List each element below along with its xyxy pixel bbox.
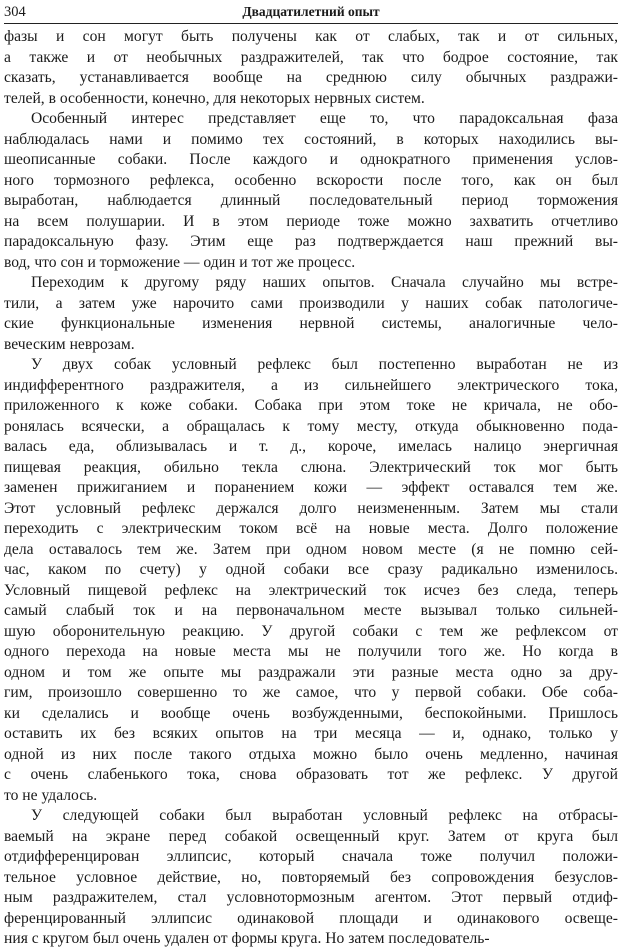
- text-line: ронялась всячески, а обращалась к тому месту, откуда обыкновенно пода-: [4, 417, 618, 435]
- text-line: ские функциональные изменения нервной системы, аналогичные чело-: [4, 315, 618, 332]
- text-line: ного тормозного рефлекса, особенно вскорости после того, как он был: [4, 171, 618, 189]
- text-line: индифферентного раздражителя, а из сильнейшего электрического тока,: [4, 376, 618, 394]
- text-line: фазы и сон могут быть получены как от слабых, так и от сильных,: [4, 28, 618, 45]
- text-line: сказать, устанавливается вообще на среднюю силу обычных раздражи-: [4, 69, 618, 86]
- text-line: одной из них после такого отдыха можно было очень медленно, начиная: [4, 745, 618, 763]
- text-line: одного перехода на новые места мы не получили того же. Но когда в: [4, 643, 618, 660]
- text-line: ным раздражителем, стал условнотормозным агентом. Этот первый отдиф-: [4, 889, 618, 906]
- text-line: валась еда, облизывалась и т. д., короче, имелась налицо энергичная: [4, 438, 618, 455]
- text-line: одном и том же опыте мы раздражали эти разные места одно за дру-: [4, 663, 618, 681]
- running-title: Двадцатилетний опыт: [242, 4, 380, 19]
- text-line: отдифференцирован эллипсис, который сначала тоже получил положи-: [4, 848, 618, 865]
- paragraph: [4, 355, 618, 806]
- text-line: переходить с электрическим током всё на новые места. Долго положение: [4, 520, 618, 537]
- text-line: пищевая реакция, обильно текла слюна. Электрический ток мог быть: [4, 458, 618, 476]
- text-line: У следующей собаки был выработан условный рефлекс на отбрасы-: [31, 807, 618, 824]
- text-line: У двух собак условный рефлекс был постепенно выработан не из: [31, 356, 618, 373]
- text-line: ки сделались и вообще очень возбужденными, беспокойными. Пришлось: [4, 704, 618, 722]
- text-line: шеописанные собаки. После каждого и однократного применения услов-: [4, 151, 618, 168]
- page-number: 304: [4, 4, 26, 20]
- text-line: наблюдалась нами и помимо тех состояний, в которых находились вы-: [4, 130, 618, 148]
- text-line: дела оставалось тем же. Затем при одном новом месте (я не помню сей-: [4, 540, 618, 558]
- text-line: Этот условный рефлекс держался долго неизмененным. Затем мы стали: [4, 499, 618, 517]
- text-line: шую оборонительную реакцию. У другой собаки с тем же рефлексом от: [4, 622, 618, 640]
- text-line: вод, что сон и торможение — один и тот же процесс.: [4, 253, 356, 271]
- body-text: [4, 27, 618, 950]
- text-line: на всем полушарии. И в этом периоде тоже можно захватить отчетливо: [4, 212, 618, 230]
- text-line: парадоксальную фазу. Этим еще раз подтверждается наш прежний вы-: [4, 233, 618, 250]
- paragraph: [4, 27, 618, 109]
- paragraph: [4, 273, 618, 355]
- text-line: а также и от необычных раздражителей, так что бодрое состояние, так: [4, 48, 618, 66]
- text-line: тили, а затем уже нарочито сами производили у наших собак патологиче-: [4, 294, 618, 312]
- text-line: веческим неврозам.: [4, 335, 135, 353]
- paragraph: [4, 109, 618, 273]
- text-line: ференцированный эллипсис одинаковой площади и одинакового освеще-: [4, 909, 618, 927]
- text-line: Условный пищевой рефлекс на электрический ток исчез без следа, теперь: [4, 581, 618, 599]
- text-line: час, каком по счету) у одной собаки все сразу радикально изменилось.: [4, 561, 618, 578]
- text-line: Особенный интерес представляет еще то, что парадоксальная фаза: [31, 110, 618, 127]
- text-line: оставить их без всяких опытов на три месяца — и, однако, только у: [4, 725, 618, 742]
- paragraph: [4, 806, 618, 950]
- page-header: [4, 3, 618, 24]
- text-line: Переходим к другому ряду наших опытов. Сначала случайно мы встре-: [31, 274, 618, 291]
- text-line: с очень слабенького тока, снова образовать тот же рефлекс. У другой: [4, 766, 618, 783]
- text-line: телей, в особенности, конечно, для некоторых нервных систем.: [4, 89, 425, 107]
- text-line: самый слабый ток и на первоначальном месте вызывал только сильней-: [4, 602, 618, 619]
- text-line: приложенного к коже собаки. Собака при этом токе не кричала, не обо-: [4, 397, 618, 414]
- text-line: ния с кругом был очень удален от формы круга. Но затем последователь-: [4, 930, 490, 947]
- text-line: ваемый на экране перед собакой освещенный круг. Затем от круга был: [4, 827, 618, 845]
- text-line: выработан, наблюдается длинный последовательный период торможения: [4, 192, 618, 209]
- text-line: гим, произошло совершенно то же самое, что у первой собаки. Обе соба-: [4, 684, 618, 701]
- text-line: то не удалось.: [4, 786, 98, 804]
- text-line: тельное условное действие, но, повторяемый без сопровождения безуслов-: [4, 868, 618, 886]
- text-line: заменен прижиганием и поранением кожи — эффект оставался тем же.: [4, 479, 618, 496]
